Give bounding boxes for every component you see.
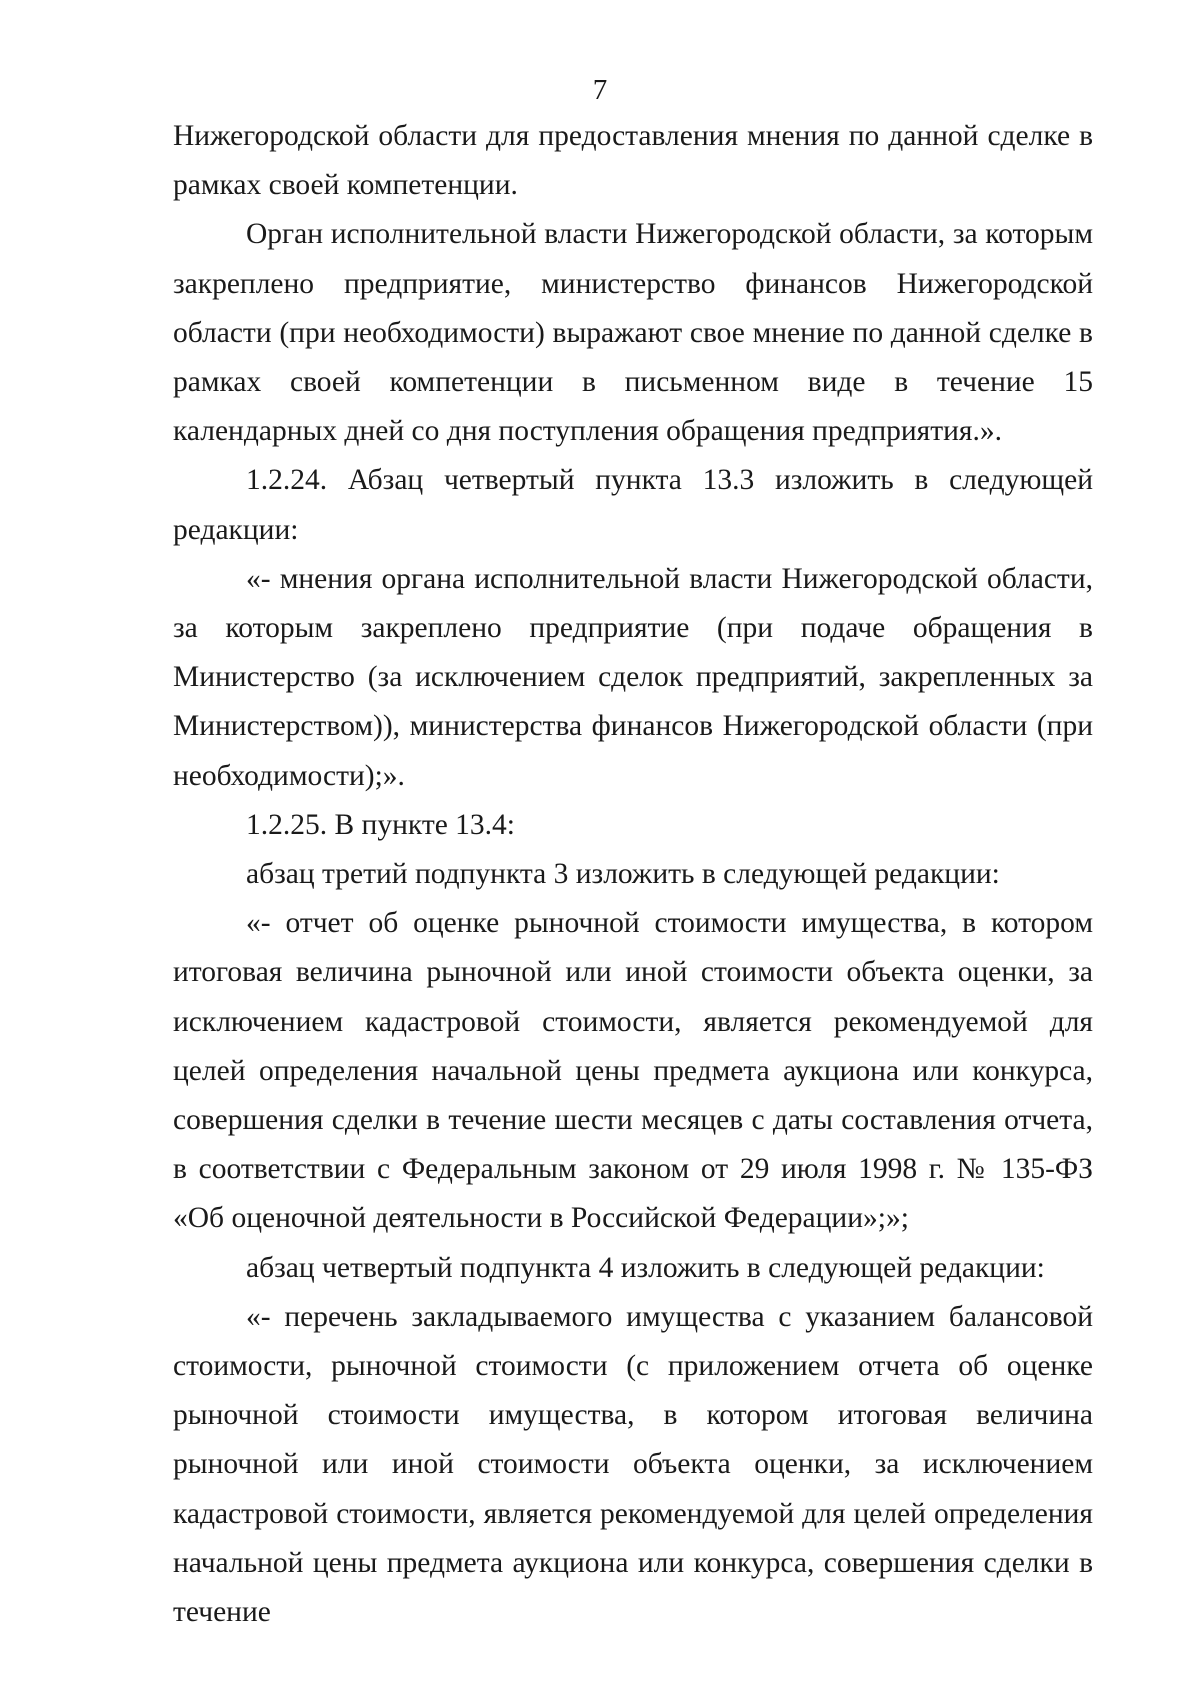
paragraph-subitem-4-instruction: абзац четвертый подпункта 4 изложить в следующей редакции:	[246, 1251, 1045, 1284]
paragraph-quoted-opinion-clause: «- мнения органа исполнительной власти Нижегородской области, за которым закреплено предприятие (при подаче обращения в Министерство (за исключением сделок предприятий, закрепленных за Министерством)), министерства финансов Нижегородской области (при необходимости);».	[173, 562, 1093, 792]
paragraph-executive-authority-opinion: Орган исполнительной власти Нижегородской области, за которым закреплено предприятие, министерство финансов Нижегородской области (при необходимости) выражают свое мнение по данной сделке в рамках своей компетенции в письменном виде в течение 15 календарных дней со дня поступления обращения предприятия.».	[173, 218, 1093, 448]
paragraph-subitem-3-instruction: абзац третий подпункта 3 изложить в следующей редакции:	[246, 858, 1000, 891]
paragraph-item-1-2-25: 1.2.25. В пункте 13.4:	[246, 808, 516, 841]
paragraph-pledged-property-clause: «- перечень закладываемого имущества с указанием балансовой стоимости, рыночной стоимости (с приложением отчета об оценке рыночной стоимости имущества, в котором итоговая величина рыночной или иной стоимости объекта оценки, за исключением кадастровой стоимости, является рекомендуемой для целей определения начальной цены предмета аукциона или конкурса, совершения сделки в течение	[173, 1300, 1093, 1629]
paragraph-item-1-2-24: 1.2.24. Абзац четвертый пункта 13.3 изложить в следующей редакции:	[173, 464, 1093, 546]
paragraph-valuation-report-clause: «- отчет об оценке рыночной стоимости имущества, в котором итоговая величина рыночной или иной стоимости объекта оценки, за исключением кадастровой стоимости, является рекомендуемой для целей определения начальной цены предмета аукциона или конкурса, совершения сделки в течение шести месяцев с даты составления отчета, в соответствии с Федеральным законом от 29 июля 1998 г. № 135-ФЗ «Об оценочной деятельности в Российской Федерации»;»;	[173, 907, 1093, 1235]
document-body	[173, 112, 1093, 1637]
paragraph-continuation: Нижегородской области для предоставления мнения по данной сделке в рамках своей компетенции.	[173, 120, 1093, 202]
page-number: 7	[592, 74, 608, 106]
